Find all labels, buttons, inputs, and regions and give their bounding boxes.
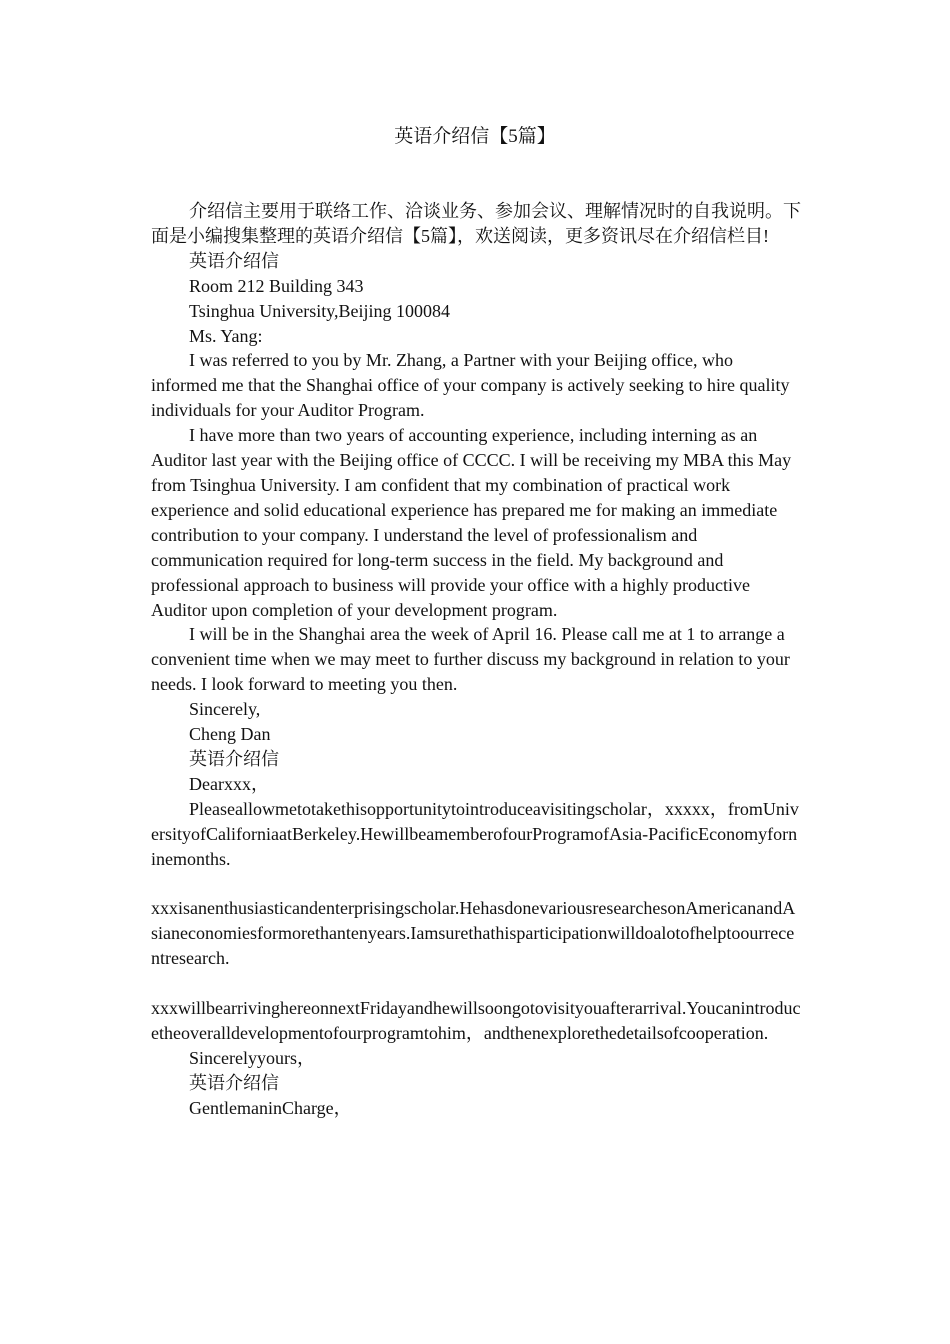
letter2-paragraph-2: xxxisanenthusiasticandenterprisingscholar.HehasdonevariousresearchesonAmericanandAsianeconomiesformorethantenyears.Iamsurethathisparticipationwilldoalotofhelptoourrecentresearch. — [151, 898, 796, 969]
document-title: 英语介绍信【5篇】 — [394, 126, 556, 147]
section-heading-1: 英语介绍信 — [189, 250, 279, 271]
letter1-paragraph-3: I will be in the Shanghai area the week of April 16. Please call me at 1 to arrange a convenient time when we may meet to further discuss my background in relation to your needs. I look forward to meeting you then. — [151, 624, 790, 695]
letter1-paragraph-2: I have more than two years of accounting experience, including interning as an Auditor last year with the Beijing office of CCCC. I will be receiving my MBA this May from Tsinghua University. I am confident that my combination of practical work experience and solid educational experience has prepared me for making an immediate contribution to your company. I understand the level of professionalism and communication required for long-term success in the field. My background and professional approach to business will provide your office with a highly productive Auditor upon completion of your development program. — [151, 425, 792, 620]
document-body — [151, 199, 801, 1121]
address-line-1: Room 212 Building 343 — [189, 275, 364, 296]
signature-1: Cheng Dan — [189, 724, 271, 745]
salutation-3: GentlemaninCharge， — [189, 1097, 352, 1118]
section-heading-3: 英语介绍信 — [189, 1072, 279, 1093]
letter2-paragraph-1: Pleaseallowmetotakethisopportunitytointroduceavisitingscholar，xxxxx，fromUniversityofCaliforniaatBerkeley.HewillbeamemberofourProgramofAsia-PacificEconomyforninemonths. — [151, 798, 799, 869]
spacer — [151, 871, 801, 896]
closing-1: Sincerely, — [189, 699, 261, 720]
letter1-paragraph-1: I was referred to you by Mr. Zhang, a Partner with your Beijing office, who informed me that the Shanghai office of your company is actively seeking to hire quality individuals for your Auditor Program. — [151, 350, 790, 421]
address-line-2: Tsinghua University,Beijing 100084 — [189, 300, 451, 321]
spacer — [151, 971, 801, 996]
salutation-2: Dearxxx， — [189, 773, 269, 794]
intro-paragraph: 介绍信主要用于联络工作、洽谈业务、参加会议、理解情况时的自我说明。下面是小编搜集整理的英语介绍信【5篇】，欢送阅读，更多资讯尽在介绍信栏目! — [151, 201, 801, 246]
salutation-1: Ms. Yang: — [189, 325, 263, 346]
letter2-paragraph-3: xxxwillbearrivinghereonnextFridayandhewillsoongotovisityouafterarrival.Youcanintroducetheoveralldevelopmentofourprogramtohim，andthenexplorethedetailsofcooperation. — [151, 997, 801, 1043]
section-heading-2: 英语介绍信 — [189, 748, 279, 769]
closing-2: Sincerelyyours， — [189, 1047, 315, 1068]
